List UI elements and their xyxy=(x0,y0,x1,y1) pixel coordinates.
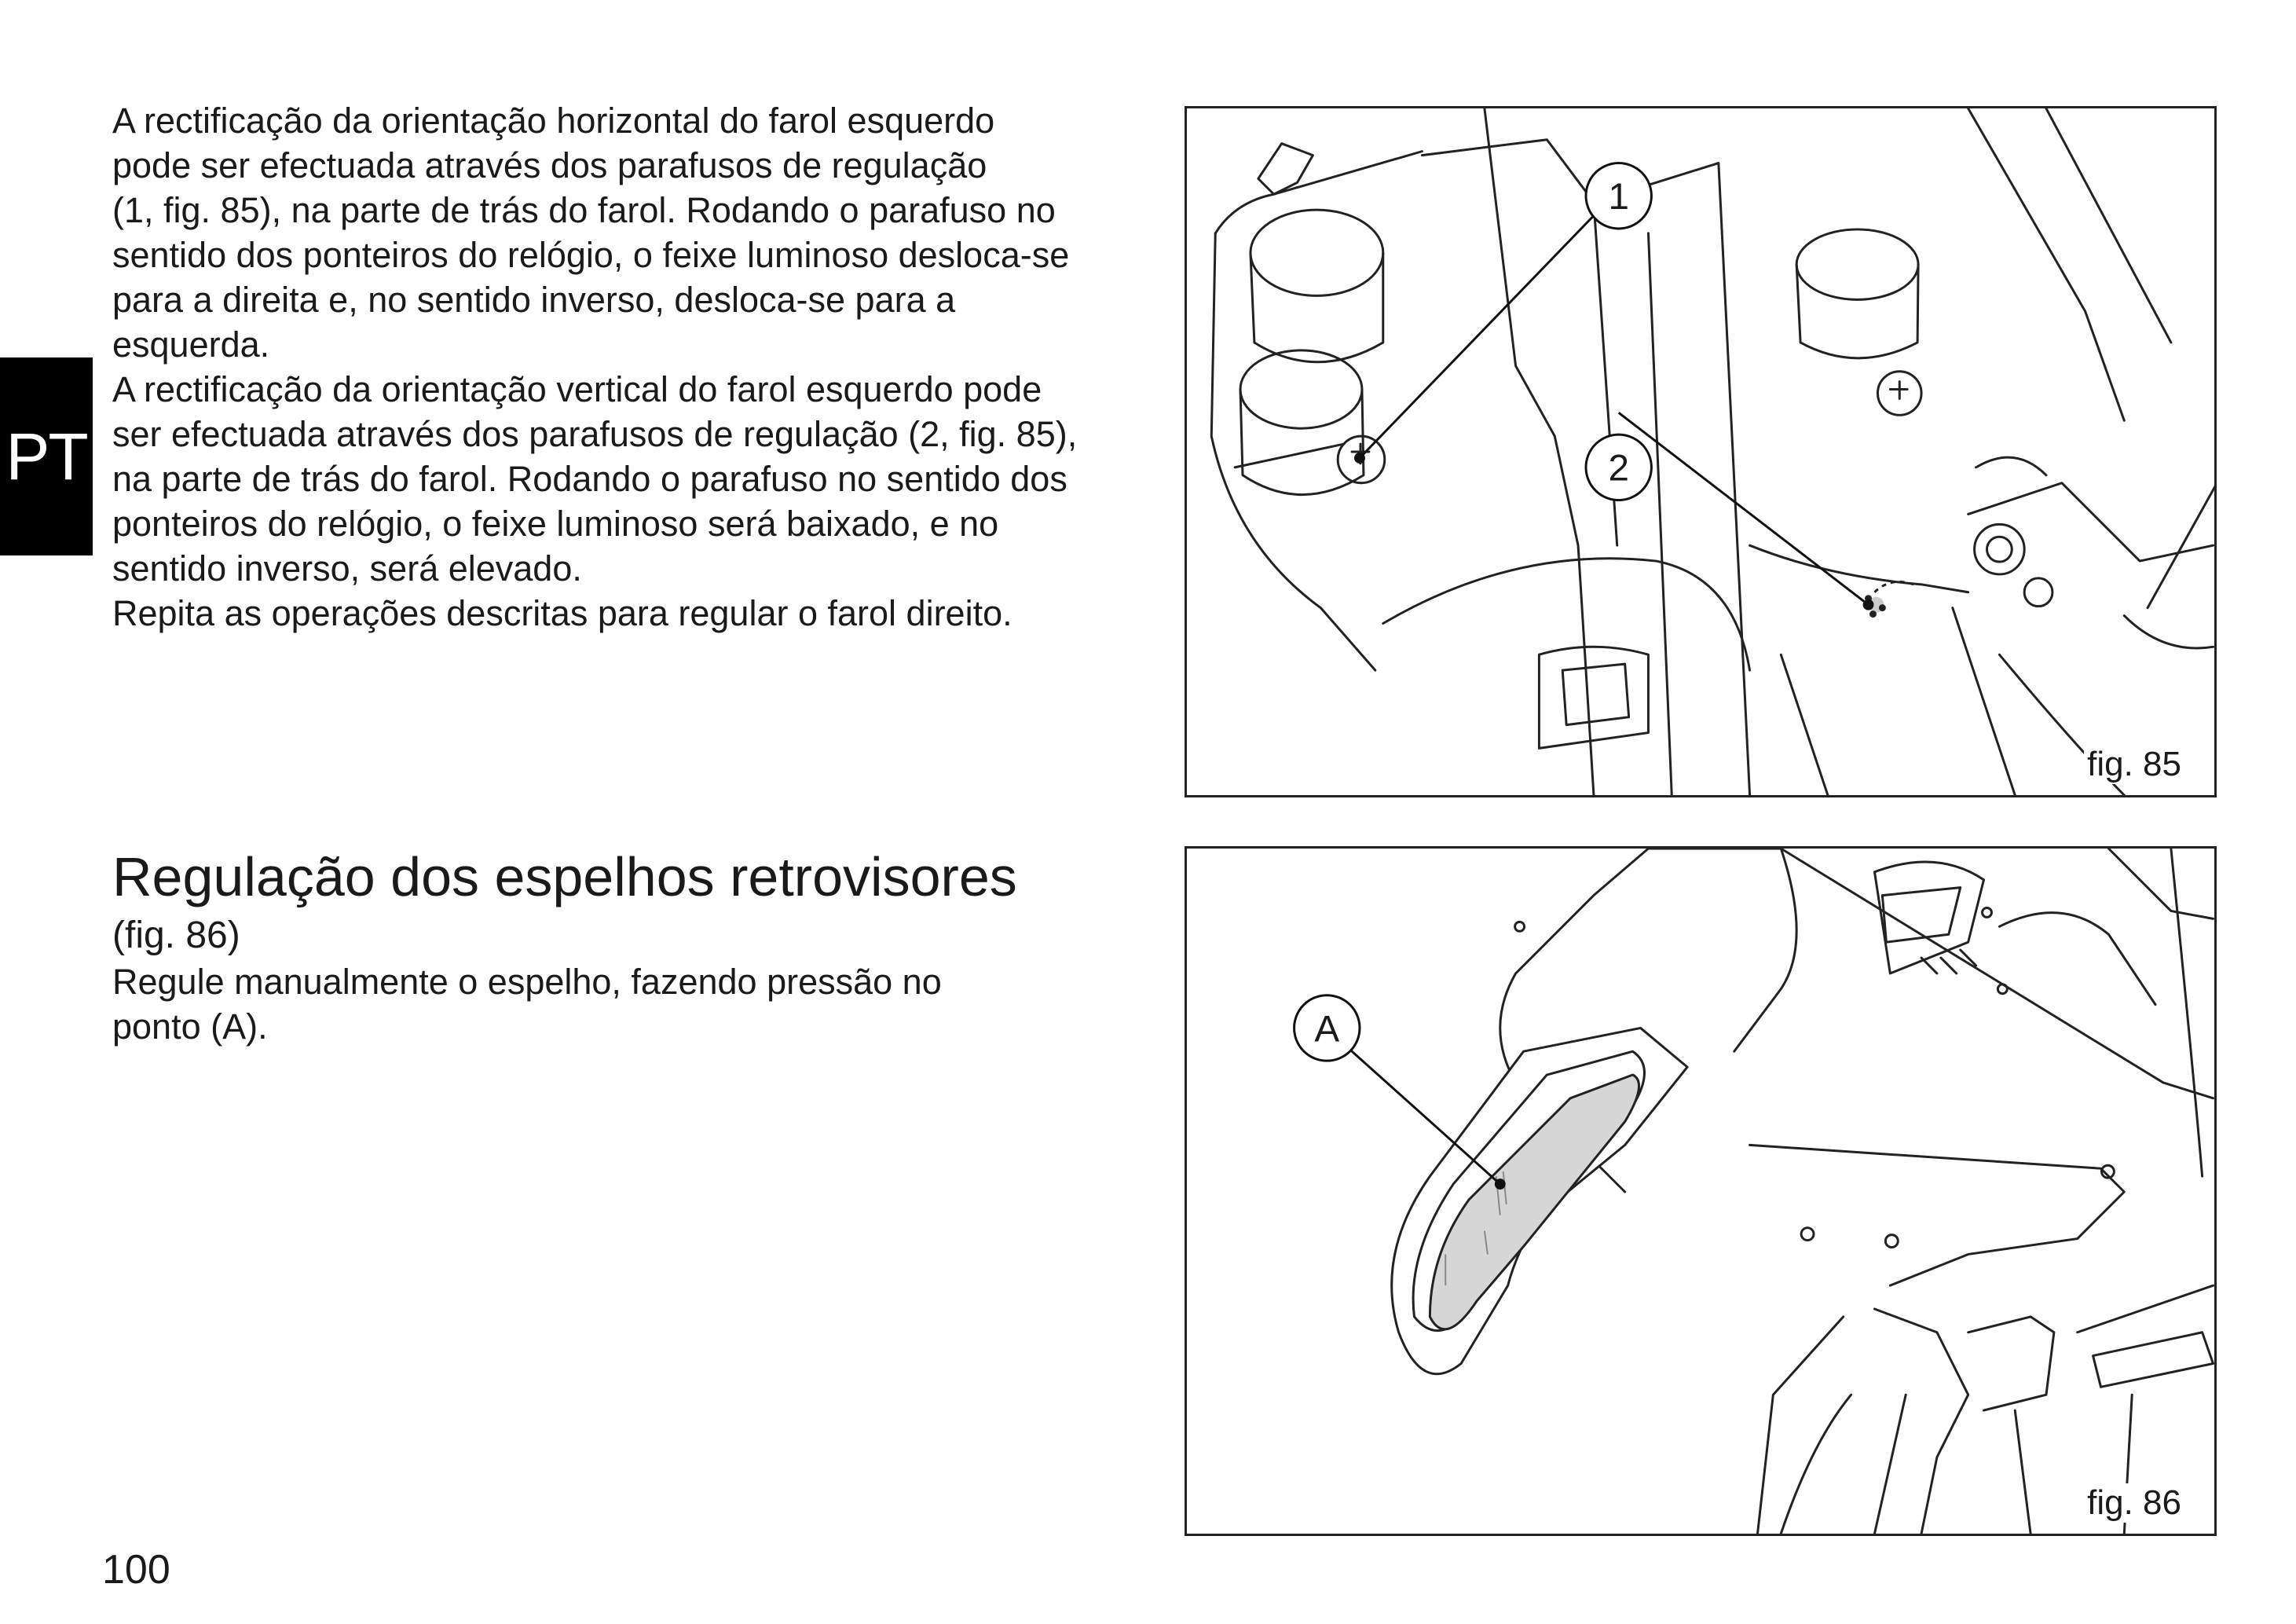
figure-86 xyxy=(1185,846,2217,1536)
paragraph-horizontal: A rectificação da orientação horizontal do farol esquerdo pode ser efectuada através dos parafusos de regulação (1, fig. 85), na parte de trás do farol. Rodando o parafuso no sentido dos ponteiros do relógio, o feixe luminoso desloca-se para a direita e, no sentido inverso, desloca-se para a esquerda. xyxy=(112,101,1070,365)
paragraph-mirror: Regule manualmente o espelho, fazendo pressão no ponto (A). xyxy=(112,962,942,1047)
paragraph-repeat: Repita as operações descritas para regular o farol direito. xyxy=(112,593,1013,633)
callout-a xyxy=(1294,995,1360,1061)
headlight-illustration xyxy=(1187,108,2214,795)
paragraph-vertical: A rectificação da orientação vertical do farol esquerdo pode ser efectuada através dos parafusos de regulação (2, fig. 85), na parte de trás do farol. Rodando o parafuso no sentido dos ponteiros do relógio, o feixe luminoso será baixado, e no sentido inverso, será elevado. xyxy=(112,369,1078,588)
callout-1 xyxy=(1586,163,1651,229)
language-tab xyxy=(0,357,93,555)
figure-85-caption: fig. 85 xyxy=(2084,745,2184,784)
page-number: 100 xyxy=(102,1547,170,1593)
language-tab-label: PT xyxy=(5,419,87,493)
mirror-illustration xyxy=(1187,849,2214,1534)
headlight-adjustment-text xyxy=(112,98,1133,636)
svg-text:1: 1 xyxy=(1608,176,1629,218)
mirror-adjustment-text xyxy=(112,845,1133,1049)
figure-85 xyxy=(1185,106,2217,797)
svg-text:2: 2 xyxy=(1608,447,1629,489)
callout-2 xyxy=(1586,434,1651,500)
section-heading: Regulação dos espelhos retrovisores xyxy=(112,846,1017,907)
svg-text:A: A xyxy=(1314,1008,1340,1050)
section-subheading: (fig. 86) xyxy=(112,915,240,956)
figure-86-caption: fig. 86 xyxy=(2084,1483,2184,1523)
